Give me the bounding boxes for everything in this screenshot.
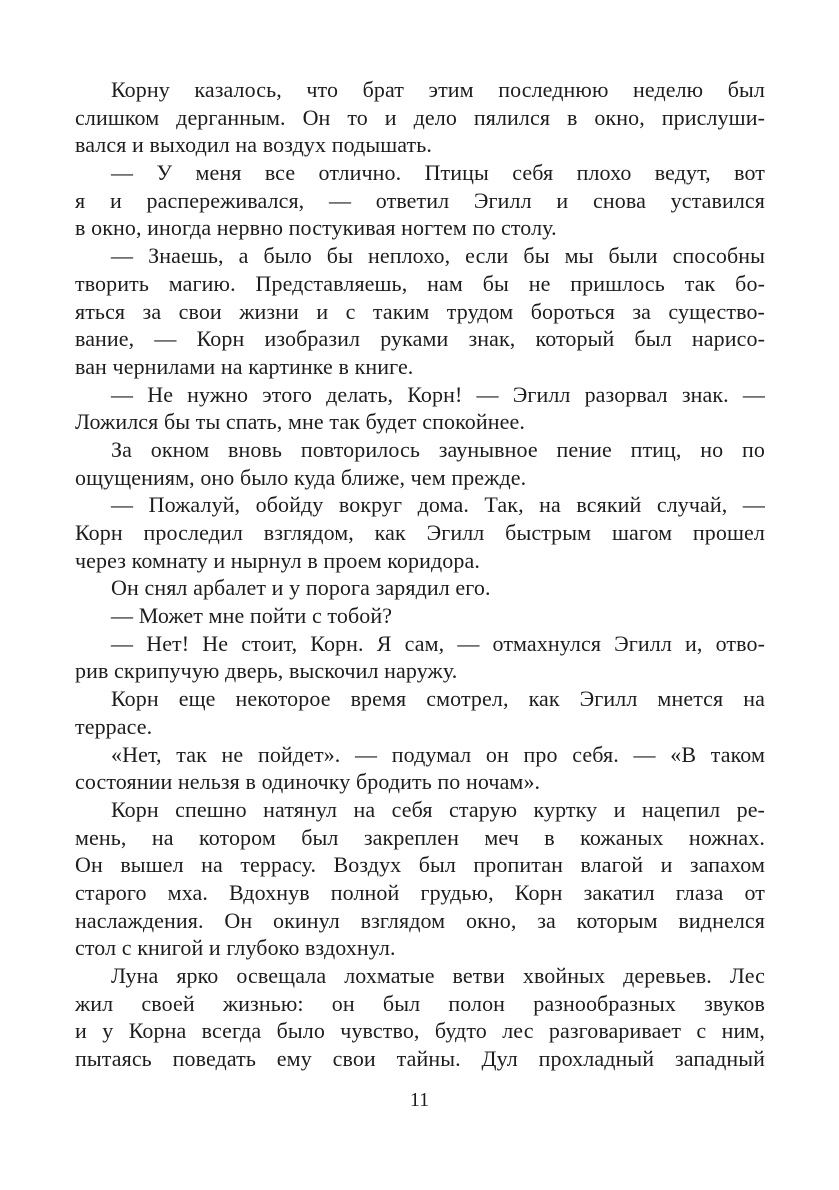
text-line: вание, — Корн изобразил руками знак, который был нарисо- [75, 326, 765, 352]
text-line: — У меня все отлично. Птицы себя плохо ведут, вот [111, 160, 765, 186]
text-line: ощущениям, оно было куда ближе, чем прежде. [75, 464, 527, 490]
text-line: — Знаешь, а было бы неплохо, если бы мы были способны [111, 243, 765, 269]
text-line: рив скрипучую дверь, выскочил наружу. [75, 658, 458, 684]
text-line: — Пожалуй, обойду вокруг дома. Так, на всякий случай, — [111, 492, 765, 518]
text-line: в окно, иногда нервно постукивая ногтем по столу. [75, 215, 557, 241]
text-line: я и распереживался, — ответил Эгилл и снова уставился [75, 187, 765, 213]
text-line: террасе. [75, 713, 153, 739]
text-line: Корн спешно натянул на себя старую куртку и нацепил ре- [111, 796, 765, 822]
text-line: — Не нужно этого делать, Корн! — Эгилл разорвал знак. — [111, 381, 765, 407]
text-line: яться за свои жизни и с таким трудом бороться за существо- [75, 298, 765, 324]
text-line: Корн еще некоторое время смотрел, как Эгилл мнется на [111, 686, 765, 712]
text-line: — Может мне пойти с тобой? [111, 603, 393, 629]
text-line: Ложился бы ты спать, мне так будет спокойнее. [75, 409, 525, 435]
text-line: Он снял арбалет и у порога зарядил его. [111, 575, 491, 601]
text-line: состоянии нельзя в одиночку бродить по ночам». [75, 769, 541, 795]
text-line: пытаясь поведать ему свои тайны. Дул прохладный западный [75, 1046, 765, 1072]
text-line: слишком дерганным. Он то и дело пялился в окно, прислуши- [75, 104, 765, 130]
text-line: «Нет, так не пойдет». — подумал он про себя. — «В таком [111, 741, 765, 767]
text-line: жил своей жизнью: он был полон разнообразных звуков [75, 990, 765, 1016]
text-line: творить магию. Представляешь, нам бы не пришлось так бо- [75, 270, 765, 296]
page-text [75, 76, 765, 1073]
text-line: Он вышел на террасу. Воздух был пропитан влагой и запахом [75, 852, 765, 878]
text-line: наслаждения. Он окинул взглядом окно, за которым виднелся [75, 907, 765, 933]
text-line: ван чернилами на картинке в книге. [75, 353, 414, 379]
text-line: стол с книгой и глубоко вздохнул. [75, 935, 396, 961]
text-line: Луна ярко освещала лохматые ветви хвойных деревьев. Лес [111, 963, 765, 988]
text-line: старого мха. Вдохнув полной грудью, Корн закатил глаза от [75, 879, 765, 905]
text-line: Корн проследил взглядом, как Эгилл быстрым шагом прошел [75, 520, 765, 545]
text-line: — Нет! Не стоит, Корн. Я сам, — отмахнулся Эгилл и, отво- [111, 630, 765, 656]
text-line: и у Корна всегда было чувство, будто лес разговаривает с ним, [75, 1018, 765, 1044]
text-line: Корну казалось, что брат этим последнюю неделю был [111, 77, 765, 102]
text-line: мень, на котором был закреплен меч в кожаных ножнах. [75, 824, 765, 850]
text-line: через комнату и нырнул в проем коридора. [75, 547, 480, 573]
text-line: За окном вновь повторилось заунывное пение птиц, но по [111, 436, 765, 462]
page-number: 11 [409, 1089, 430, 1111]
text-line: вался и выходил на воздух подышать. [75, 132, 432, 158]
